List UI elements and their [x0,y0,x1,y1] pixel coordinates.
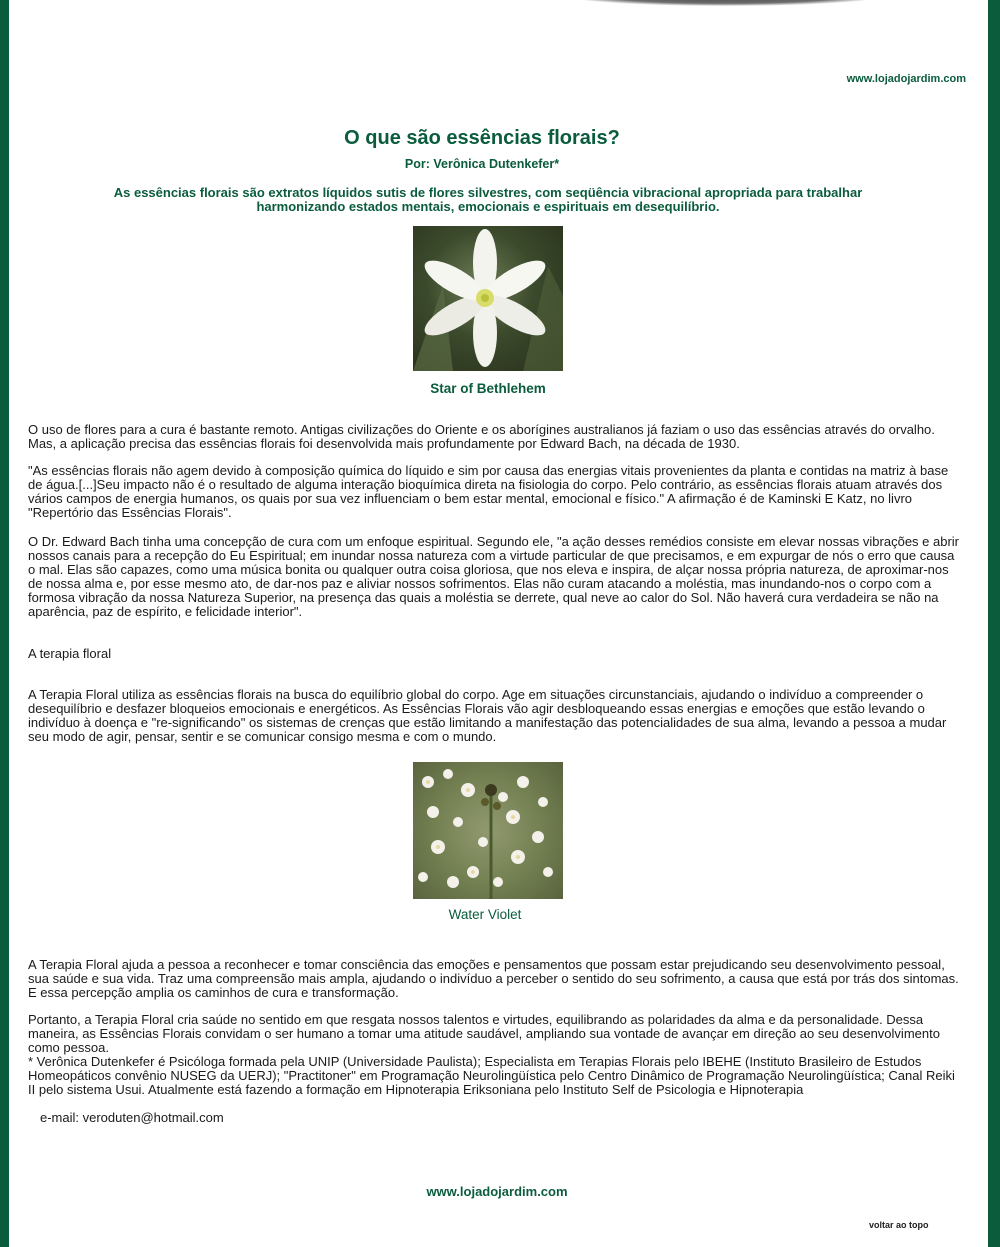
author-bio: * Verônica Dutenkefer é Psicóloga formada pela UNIP (Universidade Paulista); Especialista em Terapias Florais pelo IBEHE (Instituto Brasileiro de Estudos Homeopáticos convênio NUSEG da UERJ); "Practitoner" em Programação Neurolingüística pelo Centro Dinâmico de Programação Neurolingüística; Canal Reiki II pelo sistema Usui. Atualmente está fazendo a formação em Hipnoterapia Eriksoniana pelo Instituto Self de Psicologia e Hipnoterapia [28,1054,955,1097]
paragraph-2: "As essências florais não agem devido à composição química do líquido e sim por causa das energias vitais provenientes da planta e contidas na matriz à base de água.[...]Seu impacto não é o resultado de alguma interação bioquímica direta na fisiologia do corpo. Pelo contrário, as essências florais atuam através dos vários campos de energia humanos, os quais por sua vez influenciam o bem estar mental, emocional e físico." A afirmação é de Kaminski E Katz, no livro "Repertório das Essências Florais". [28,463,949,520]
paragraph-6: Portanto, a Terapia Floral cria saúde no sentido em que resgata nossos talentos e virtudes, equilibrando as polaridades da alma e da personalidade. Dessa maneira, as Essências Florais convidam o ser humano a tomar uma atitude saudável, ampliando sua vontade de avançar em direção ao seu desenvolvimento como pessoa. [28,1012,940,1055]
figure-caption-star-of-bethlehem: Star of Bethlehem [430,381,546,396]
author-email: e-mail: veroduten@hotmail.com [40,1110,224,1125]
article-lead: As essências florais são extratos líquidos sutis de flores silvestres, com seqüência vibracional apropriada para trabalhar harmonizando estados mentais, emocionais e espirituais em desequilíbrio. [113,185,863,214]
article-author: Por: Verônica Dutenkefer* [404,157,560,171]
paragraph-3: O Dr. Edward Bach tinha uma concepção de cura com um enfoque espiritual. Segundo ele, "a ação desses remédios consiste em elevar nossas vibrações e abrir nossos canais para a recepção do Eu Espiritual; em inundar nossa natureza com a virtude particular de que precisamos, e em expurgar de nós o erro que causa o mal. Elas são capazes, como uma música bonita ou qualquer outra coisa gloriosa, que nos eleva e inspira, de alçar nossa própria natureza, de aproximar-nos de nossa alma e, por esse mesmo ato, de dar-nos paz e aliviar nossos sofrimentos. Elas não curam atacando a moléstia, mas inundando-nos o corpo com a formosa vibração da nossa Natureza Superior, na presença das quais a moléstia se derrete, qual neve ao calor do Sol. Não haverá cura verdadeira se não na aparência, paz de espírito, e felicidade interior". [28,534,960,619]
paragraph-4: A Terapia Floral utiliza as essências florais na busca do equilíbrio global do corpo. Age em situações circunstanciais, ajudando o indivíduo a compreender o desequilíbrio e desfazer bloqueios emocionais e energéticos. As Essências Florais vão agir desbloqueando essas energias e emoções que estão levando o indivíduo à doença e "re-significando" os sistemas de crenças que estão limitando a manifestação das potencialidades de sua alma, levando a pessoa a mudar seu modo de agir, pensar, sentir e se comunicar consigo mesma e com o mundo. [28,687,947,744]
right-border [988,0,1000,1247]
left-border [0,0,9,1247]
figure-caption-water-violet: Water Violet [448,907,522,922]
paragraph-1: O uso de flores para a cura é bastante remoto. Antigas civilizações do Oriente e os aborígines australianos já faziam o uso das essências através do orvalho. Mas, a aplicação precisa das essências florais foi desenvolvida mais profundamente por Edward Bach, na década de 1930. [28,422,935,451]
water-violet-photo [413,762,563,899]
site-link-header[interactable]: www.lojadojardim.com [846,73,966,85]
star-of-bethlehem-photo [413,226,563,371]
header-arc-decoration [560,0,890,6]
page-title: O que são essências florais? [344,127,620,149]
site-link-footer[interactable]: www.lojadojardim.com [426,1184,568,1199]
paragraph-5: A Terapia Floral ajuda a pessoa a reconhecer e tomar consciência das emoções e pensamentos que possam estar prejudicando seu desenvolvimento pessoal, sua saúde e sua vida. Traz uma compreensão mais ampla, ajudando o indivíduo a perceber o sentido do seu sofrimento, a causa que está por trás dos sintomas. E essa percepção amplia os caminhos de cura e transformação. [28,957,959,1000]
section-heading-terapia-floral: A terapia floral [28,646,112,661]
back-to-top-link[interactable]: voltar ao topo [869,1220,929,1230]
